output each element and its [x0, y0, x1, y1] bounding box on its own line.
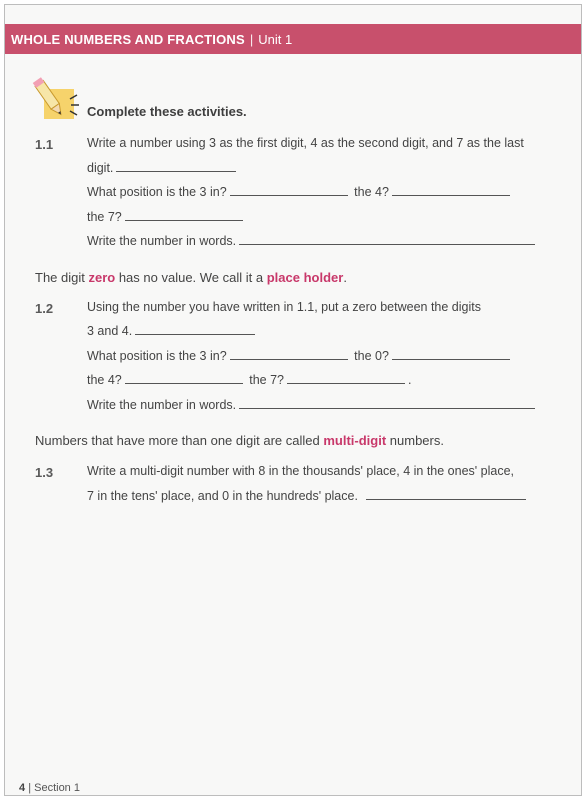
q1-2-digits-label: 3 and 4.: [87, 324, 133, 338]
term-multi-digit: multi-digit: [323, 433, 387, 448]
q1-1-line2: [87, 161, 239, 175]
q1-1-position-7-label: the 7?: [87, 210, 122, 224]
unit-header: [5, 24, 581, 54]
q1-3-line2: [87, 489, 529, 503]
term-zero: zero: [88, 270, 116, 285]
note2-text-start: Numbers that have more than one digit are called: [35, 433, 324, 448]
q1-1-line5: [87, 234, 538, 248]
answer-blank-1-1-position-7[interactable]: [125, 210, 243, 221]
instruction-heading: Complete these activities.: [87, 104, 247, 119]
q1-2-line4-period: .: [408, 373, 412, 387]
header-separator: |: [249, 31, 254, 47]
q1-2-line4: [87, 373, 412, 387]
q1-1-position-4-label: the 4?: [354, 185, 389, 199]
q1-2-line3: [87, 349, 513, 363]
header-title: WHOLE NUMBERS AND FRACTIONS: [11, 31, 245, 47]
q1-2-words-label: Write the number in words.: [87, 398, 237, 412]
answer-blank-1-1-words[interactable]: [239, 234, 535, 245]
note2-text-end: numbers.: [386, 433, 444, 448]
q1-2-line5: [87, 398, 538, 412]
header-unit: Unit 1: [258, 31, 293, 47]
q1-2-line1: Using the number you have written in 1.1, put a zero between the digits: [87, 300, 481, 314]
answer-blank-1-2-position-0[interactable]: [392, 349, 510, 360]
q1-3-line1: Write a multi-digit number with 8 in the thousands' place, 4 in the ones' place,: [87, 464, 514, 478]
answer-blank-1-2-position-3[interactable]: [230, 349, 348, 360]
question-number-1-2: 1.2: [35, 301, 54, 316]
q1-2-position-3-label: What position is the 3 in?: [87, 349, 227, 363]
question-number-1-1: 1.1: [35, 137, 54, 152]
answer-blank-1-1-number[interactable]: [116, 161, 236, 172]
answer-blank-1-1-position-3[interactable]: [230, 185, 348, 196]
answer-blank-1-2-number[interactable]: [135, 324, 255, 335]
q1-1-line1: Write a number using 3 as the first digit, 4 as the second digit, and 7 as the last: [87, 136, 524, 150]
answer-blank-1-2-position-7[interactable]: [287, 373, 405, 384]
note-text-end: .: [343, 270, 347, 285]
q1-1-line4: [87, 210, 246, 224]
q1-1-line3: [87, 185, 513, 199]
page-number: 4: [19, 782, 26, 794]
answer-blank-1-1-position-4[interactable]: [392, 185, 510, 196]
question-number-1-3: 1.3: [35, 465, 54, 480]
q1-3-hundreds-label: 7 in the tens' place, and 0 in the hundreds' place.: [87, 489, 358, 503]
multi-digit-note: [35, 433, 444, 448]
q1-1-digit-label: digit.: [87, 161, 114, 175]
note-text-start: The digit: [35, 270, 89, 285]
q1-1-words-label: Write the number in words.: [87, 234, 237, 248]
place-holder-note: [35, 270, 347, 285]
footer-section: Section 1: [34, 782, 80, 794]
answer-blank-1-3-number[interactable]: [366, 489, 526, 500]
footer-separator: |: [28, 782, 32, 794]
note-text-middle: has no value. We call it a: [115, 270, 267, 285]
q1-2-position-0-label: the 0?: [354, 349, 389, 363]
pencil-icon: [32, 75, 82, 125]
answer-blank-1-2-position-4[interactable]: [125, 373, 243, 384]
q1-2-line2: [87, 324, 258, 338]
term-place-holder: place holder: [266, 270, 344, 285]
q1-2-position-4-label: the 4?: [87, 373, 122, 387]
workbook-page: [4, 4, 582, 796]
answer-blank-1-2-words[interactable]: [239, 398, 535, 409]
page-footer: [19, 782, 80, 794]
q1-1-position-3-label: What position is the 3 in?: [87, 185, 227, 199]
q1-2-position-7-label: the 7?: [249, 373, 285, 387]
